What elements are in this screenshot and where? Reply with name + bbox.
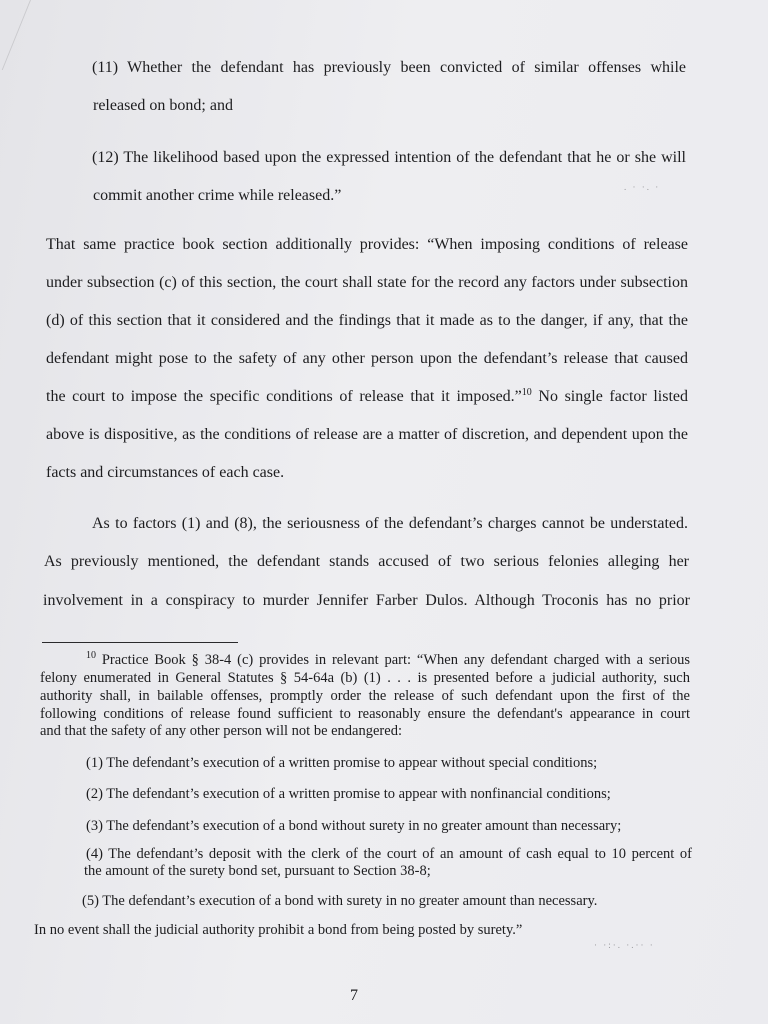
footnote-reference: 10 [521, 387, 532, 398]
para1-line5-continuation: No single factor listed [531, 388, 688, 405]
footnote-item-4-line2: the amount of the surety bond set, pursuant to Section 38-8; [84, 863, 431, 879]
para1-line3: (d) of this section that it considered and the findings that it made as to the danger, if any, that the [46, 312, 688, 329]
footnote-line1 [86, 652, 690, 668]
footnote-line3: authority shall, in bailable offenses, promptly order the release of such defendant upon the first of the [40, 688, 690, 704]
quote-item-12-line1: (12) The likelihood based upon the expressed intention of the defendant that he or she will [92, 149, 686, 166]
footnote-item-2: (2) The defendant’s execution of a written promise to appear with nonfinancial conditions; [86, 786, 611, 802]
scan-specks-lower: · ·:·. ·.·· · [594, 940, 655, 950]
scan-specks: . · ·. · [624, 182, 661, 192]
para1-line2: under subsection (c) of this section, the court shall state for the record any factors under subsection [46, 274, 688, 291]
para1-line7: facts and circumstances of each case. [46, 464, 285, 481]
footnote-line2: felony enumerated in General Statutes § 54-64a (b) (1) . . . is presented before a judicial authority, such [40, 670, 690, 686]
para1-line1: That same practice book section additionally provides: “When imposing conditions of release [46, 236, 688, 253]
para1-line6: above is dispositive, as the conditions of release are a matter of discretion, and dependent upon the [46, 426, 688, 443]
para1-line5 [46, 387, 688, 407]
footnote-separator [42, 642, 238, 643]
para2-line1: As to factors (1) and (8), the seriousness of the defendant’s charges cannot be understated. [92, 515, 688, 532]
quote-item-12-line2: commit another crime while released.” [93, 187, 342, 204]
footnote-item-4-line1: (4) The defendant’s deposit with the clerk of the court of an amount of cash equal to 10 percent of [86, 846, 692, 862]
quote-item-11-line2: released on bond; and [93, 97, 233, 114]
para1-line5-text: the court to impose the specific conditions of release that it imposed.” [46, 388, 522, 405]
footnote-item-1: (1) The defendant’s execution of a written promise to appear without special conditions; [86, 755, 598, 771]
footnote-number: 10 [86, 650, 96, 661]
quote-item-11-line1: (11) Whether the defendant has previously been convicted of similar offenses while [92, 59, 686, 76]
footnote-line4: following conditions of release found sufficient to reasonably ensure the defendant's appearance in court [40, 706, 690, 722]
para2-line2: As previously mentioned, the defendant stands accused of two serious felonies alleging her [44, 553, 689, 570]
footnote-closing: In no event shall the judicial authority prohibit a bond from being posted by surety.” [34, 922, 523, 938]
para1-line4: defendant might pose to the safety of any other person upon the defendant’s release that caused [46, 350, 688, 367]
footnote-line5: and that the safety of any other person will not be endangered: [40, 723, 402, 739]
para2-line3: involvement in a conspiracy to murder Jennifer Farber Dulos. Although Troconis has no prior [43, 592, 690, 609]
page-fold-mark [0, 0, 31, 70]
page-number: 7 [350, 987, 358, 1004]
footnote-item-5: (5) The defendant’s execution of a bond with surety in no greater amount than necessary. [82, 893, 598, 909]
footnote-line1-text: Practice Book § 38-4 (c) provides in relevant part: “When any defendant charged with a serious [96, 652, 690, 668]
footnote-item-3: (3) The defendant’s execution of a bond without surety in no greater amount than necessary; [86, 818, 622, 834]
